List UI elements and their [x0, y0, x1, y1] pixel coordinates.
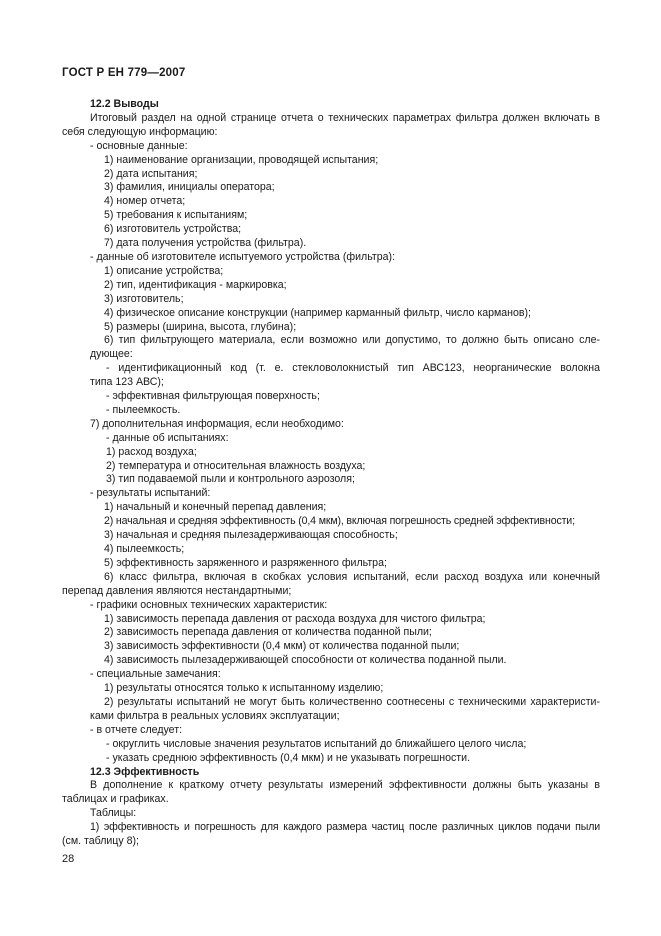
list-item: 1) результаты относятся только к испытанному изделию;	[104, 682, 384, 695]
sub-item: - пылеемкость.	[106, 403, 181, 416]
list-item-continuation: ками фильтра в реальных условиях эксплуатации;	[90, 709, 340, 722]
manufacturer-data-title: - данные об изготовителе испытуемого устройства (фильтра):	[90, 250, 396, 263]
list-item: 2) результаты испытаний не могут быть количественно соотнесены с техническими характеристи-	[104, 695, 600, 708]
basic-data-title: - основные данные:	[90, 139, 188, 152]
list-item: 2) зависимость перепада давления от количества поданной пыли;	[104, 626, 432, 639]
list-item: 5) размеры (ширина, высота, глубина);	[104, 320, 297, 333]
list-item: 3) тип подаваемой пыли и контрольного аэрозоля;	[106, 473, 355, 486]
list-item: 1) начальный и конечный перепад давления;	[104, 501, 327, 514]
list-item: 4) физическое описание конструкции (например карманный фильтр, число карманов);	[104, 306, 531, 319]
sub-item-continuation: типа 123 АВС);	[90, 376, 164, 389]
list-item: 3) изготовитель;	[104, 292, 184, 305]
paragraph-line: В дополнение к краткому отчету результаты измерений эффективности должны быть указаны в	[90, 779, 600, 792]
additional-info-title: 7) дополнительная информация, если необходимо:	[90, 417, 344, 430]
sub-item: - эффективная фильтрующая поверхность;	[106, 390, 320, 403]
special-remarks-title: - специальные замечания:	[90, 668, 221, 681]
list-item: 5) эффективность заряженного и разряженного фильтра;	[104, 556, 387, 569]
list-item: 2) тип, идентификация - маркировка;	[104, 278, 287, 291]
list-item: 6) тип фильтрующего материала, если возможно или допустимо, то должно быть описано сле-	[104, 334, 600, 347]
list-item: 1) наименование организации, проводящей испытания;	[104, 153, 379, 166]
list-item: - указать среднюю эффективность (0,4 мкм) и не указывать погрешности.	[106, 751, 471, 764]
list-item: 1) расход воздуха;	[106, 445, 197, 458]
list-item: 4) пылеемкость;	[104, 543, 185, 555]
sub-item: - идентификационный код (т. е. стекловолокнистый тип АВС123, неорганические волокна	[106, 362, 600, 375]
list-item-continuation: перепад давления являются нестандартными;	[62, 584, 292, 597]
list-item: 3) начальная и средняя пылезадерживающая способность;	[104, 529, 398, 542]
page-number: 28	[62, 853, 75, 865]
section-12-3-heading: 12.3 Эффективность	[90, 765, 200, 778]
list-item: 3) фамилия, инициалы оператора;	[104, 181, 275, 194]
report-title: - в отчете следует:	[90, 723, 183, 736]
intro-line: Итоговый раздел на одной странице отчета о технических параметрах фильтра должен включать в	[90, 111, 600, 124]
paragraph-line: таблицах и графиках.	[62, 793, 169, 806]
list-item-continuation: дующее:	[90, 348, 133, 361]
list-item-continuation: (см. таблицу 8);	[62, 835, 139, 848]
list-item: 1) зависимость перепада давления от расхода воздуха для чистого фильтра;	[104, 612, 486, 625]
list-item: 6) изготовитель устройства;	[104, 223, 242, 236]
list-item: 5) требования к испытаниям;	[104, 209, 248, 222]
list-item: 2) температура и относительная влажность воздуха;	[106, 459, 366, 472]
list-item: 1) описание устройства;	[104, 264, 224, 277]
tables-label: Таблицы:	[90, 807, 137, 820]
list-item: 4) зависимость пылезадерживающей способности от количества поданной пыли.	[104, 654, 507, 667]
list-item: 1) эффективность и погрешность для каждого размера частиц после различных циклов подачи пыли	[90, 821, 600, 834]
intro-line: себя следующую информацию:	[62, 125, 218, 138]
section-12-2-heading: 12.2 Выводы	[90, 98, 159, 110]
list-item: 6) класс фильтра, включая в скобках условия испытаний, если расход воздуха или конечный	[104, 570, 600, 583]
test-data-title: - данные об испытаниях:	[106, 431, 229, 444]
list-item: 3) зависимость эффективности (0,4 мкм) от количества поданной пыли;	[104, 640, 460, 653]
graphs-title: - графики основных технических характеристик:	[90, 598, 328, 611]
test-results-title: - результаты испытаний:	[90, 487, 211, 500]
page-content	[62, 98, 600, 849]
list-item: 2) дата испытания;	[104, 167, 198, 180]
list-item: 7) дата получения устройства (фильтра).	[104, 237, 307, 250]
document-header: ГОСТ Р ЕН 779—2007	[62, 67, 186, 79]
list-item: - округлить числовые значения результатов испытаний до ближайшего целого числа;	[106, 737, 527, 750]
list-item: 4) номер отчета;	[104, 195, 186, 208]
list-item: 2) начальная и средняя эффективность (0,4 мкм), включая погрешность средней эффективности;	[104, 515, 575, 528]
